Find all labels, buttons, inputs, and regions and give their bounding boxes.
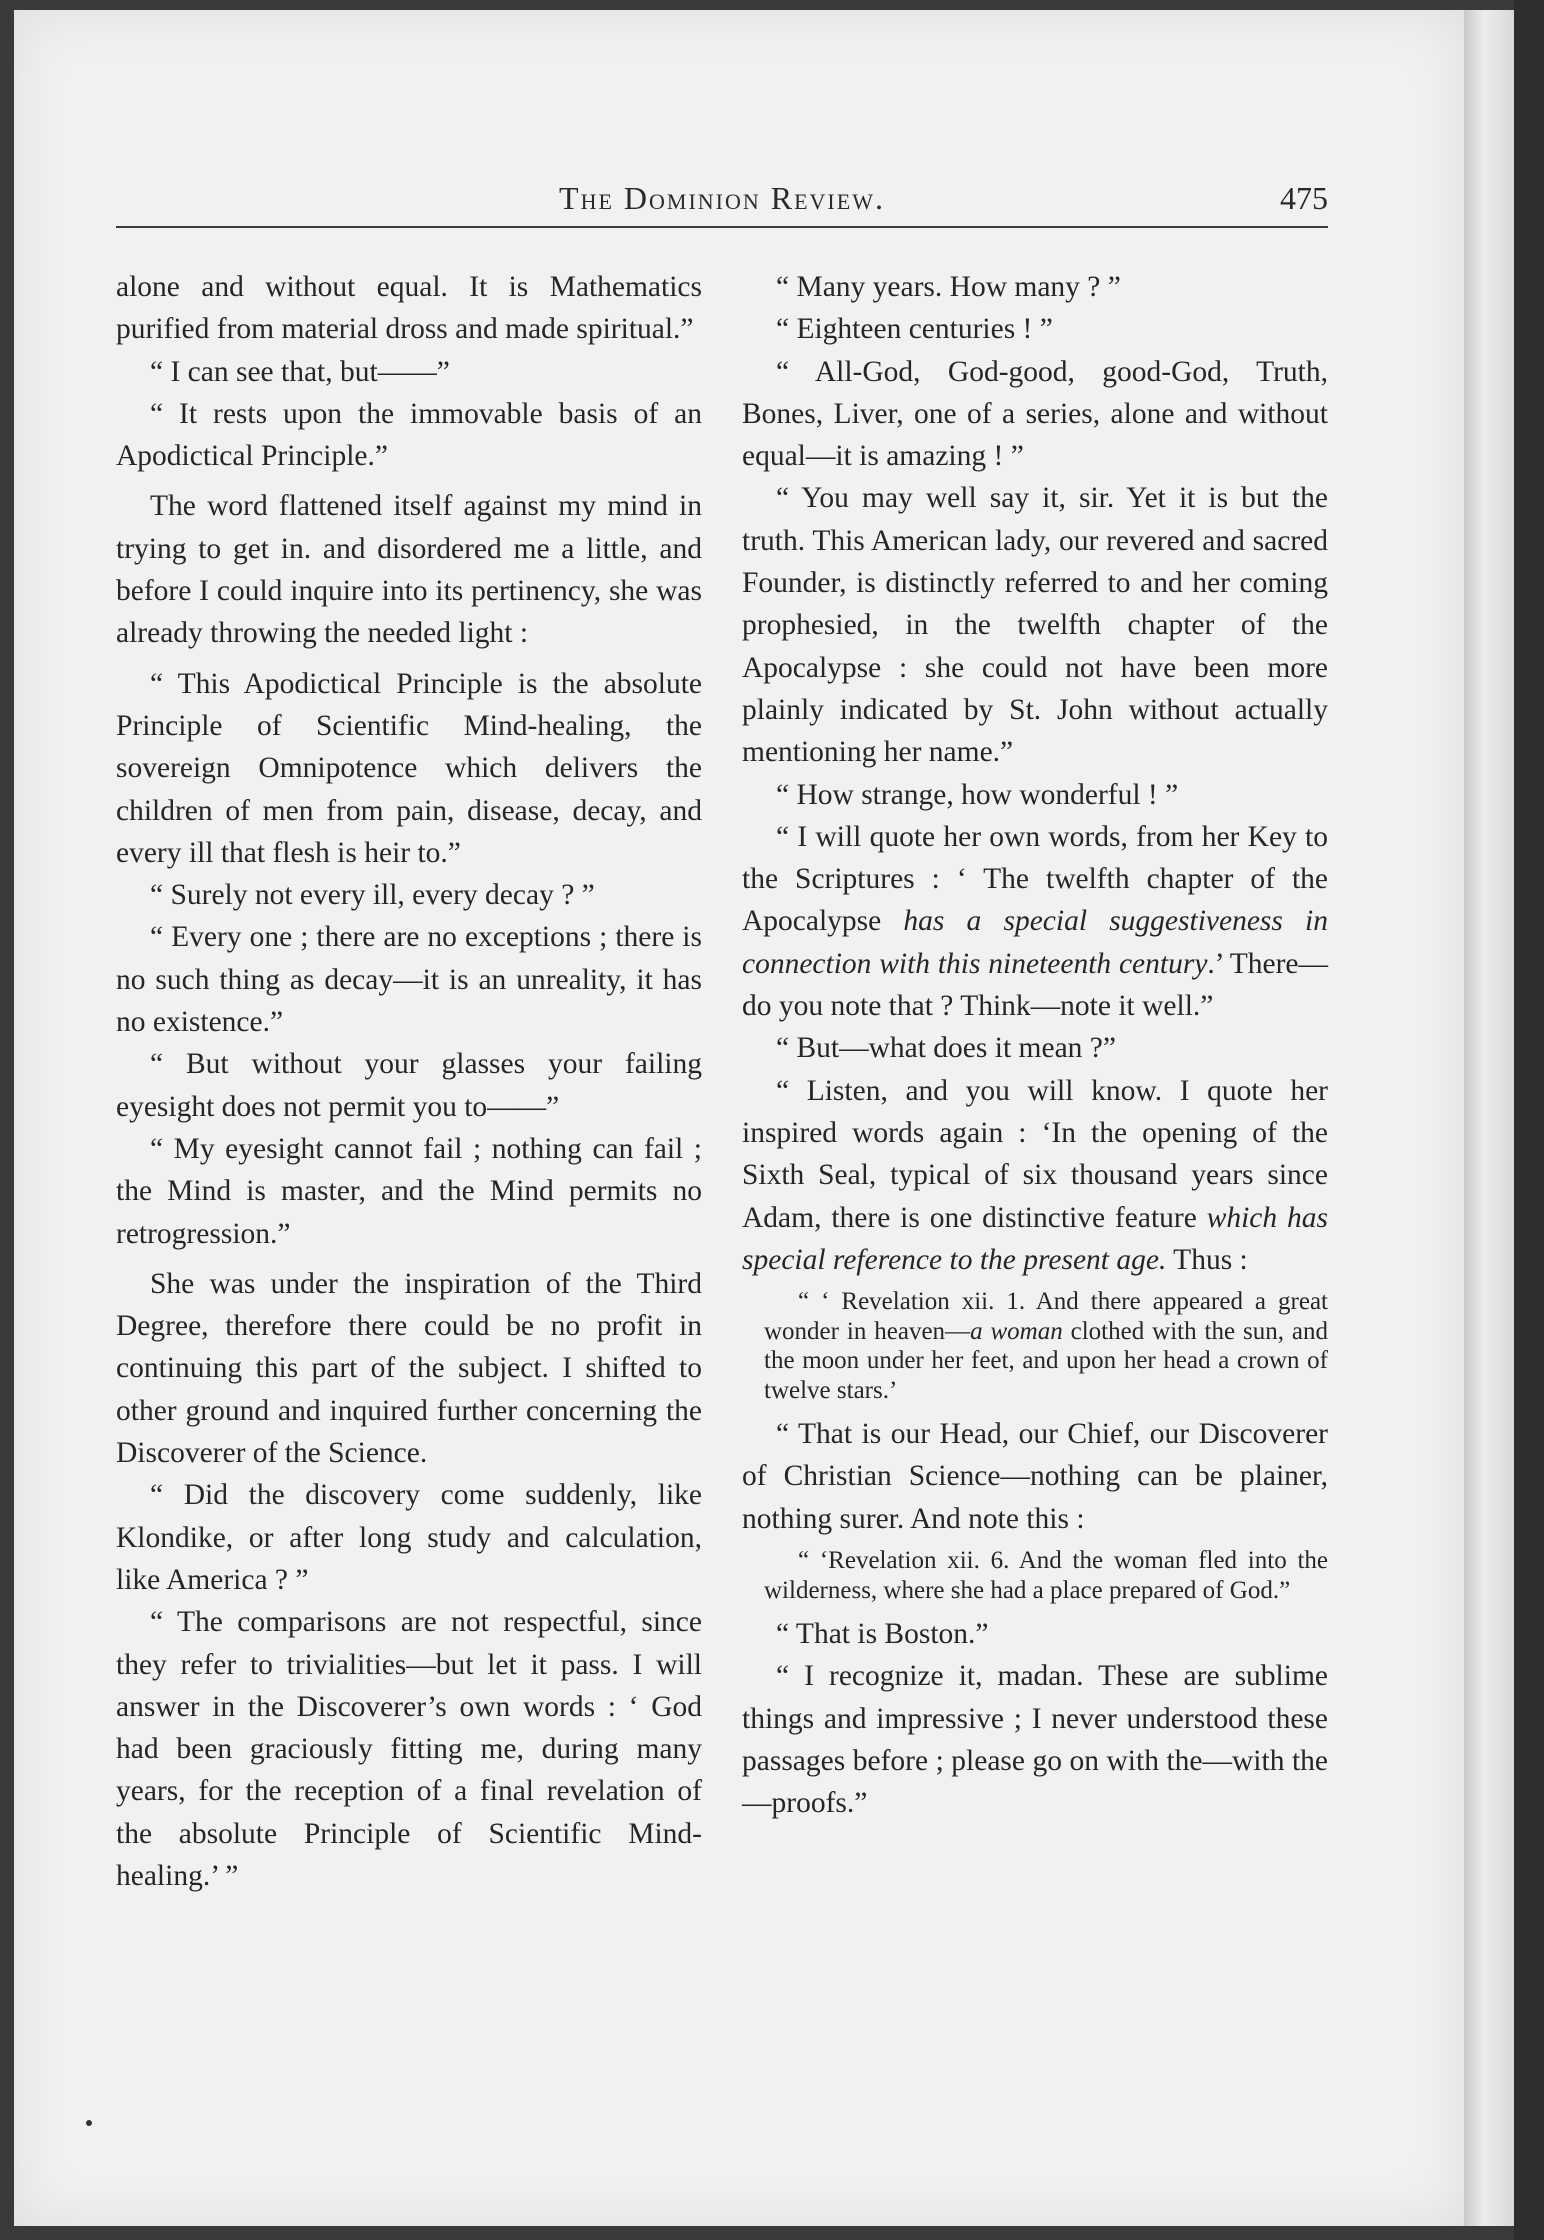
paragraph — [742, 1070, 1328, 1281]
page-number: 475 — [1280, 180, 1328, 216]
italic-run: has a special suggestiveness in connection with this nineteenth century — [742, 905, 1328, 980]
paragraph: “ My eyesight cannot fail ; nothing can fail ; the Mind is master, and the Mind permits no retrogression.” — [116, 1132, 702, 1250]
paragraph: “ But—what does it mean ?” — [776, 1032, 1116, 1065]
paragraph: “ All-God, God-good, good-God, Truth, Bones, Liver, one of a series, alone and without equal—it is amazing ! ” — [742, 355, 1328, 473]
left-column — [116, 266, 702, 1897]
paragraph: “ Eighteen centuries ! ” — [776, 313, 1053, 346]
running-header — [116, 176, 1328, 224]
header-rule — [116, 226, 1328, 228]
ink-speck — [86, 2120, 92, 2126]
text-run: “ ‘ Revelation xii. 1. And there appeared a great wonder in heaven— — [764, 1288, 1328, 1345]
text-run: .’ There—do you note that ? Think—note it well.” — [742, 947, 1328, 1023]
paragraph: “ The comparisons are not respectful, since they refer to trivialities—but let it pass. I will answer in the Discoverer’s own words : ‘ God had been graciously fitting me, during many years, for the reception of a final revelation of the absolute Principle of Scientific Mind-healing.’ ” — [116, 1606, 702, 1892]
paragraph: “ That is Boston.” — [776, 1618, 989, 1651]
block-quote — [742, 1287, 1328, 1405]
paragraph: “ Every one ; there are no exceptions ; there is no such thing as decay—it is an unreality, it has no existence.” — [116, 921, 702, 1039]
paragraph: alone and without equal. It is Mathematics purified from material dross and made spiritual.” — [116, 271, 702, 346]
page-edge-shadow — [1464, 10, 1514, 2226]
text-run: “ I will quote her own words, from her Key to the Scriptures : ‘ The twelfth chapter of the Apocalypse — [742, 820, 1328, 938]
paragraph: “ But without your glasses your failing eyesight does not permit you to——” — [116, 1048, 702, 1123]
running-title: The Dominion Review. — [559, 180, 885, 216]
block-quote: “ ‘Revelation xii. 6. And the woman fled into the wilderness, where she had a place prepared of God.” — [764, 1547, 1328, 1604]
paragraph: “ Many years. How many ? ” — [776, 271, 1121, 303]
paragraph: She was under the inspiration of the Third Degree, therefore there could be no profit in continuing this part of the subject. I shifted to other ground and inquired further concerning the Discoverer of the Science. — [116, 1267, 702, 1470]
italic-run: a woman — [970, 1317, 1063, 1345]
italic-run: which has special reference to the present age. — [742, 1201, 1329, 1276]
paragraph: “ How strange, how wonderful ! ” — [776, 778, 1179, 811]
paragraph: “ Did the discovery come suddenly, like Klondike, or after long study and calculation, like America ? ” — [116, 1479, 702, 1596]
paragraph — [742, 816, 1328, 1027]
paragraph: “ Surely not every ill, every decay ? ” — [150, 879, 595, 912]
text-run: Thus : — [1166, 1243, 1248, 1276]
text-run: “ Listen, and you will know. I quote her inspired words again : ‘In the opening of the Sixth Seal, typical of six thousand years since Adam, there is one distinctive feature — [742, 1074, 1328, 1234]
paragraph: “ This Apodictical Principle is the absolute Principle of Scientific Mind-healing, the sovereign Omnipotence which delivers the children of men from pain, disease, decay, and every ill that flesh is heir to.” — [116, 667, 702, 869]
paragraph: “ I can see that, but——” — [150, 355, 450, 388]
paragraph: “ I recognize it, madan. These are sublime things and impressive ; I never understood these passages before ; please go on with the—with the—proofs.” — [742, 1660, 1328, 1820]
text-run: clothed with the sun, and the moon under her feet, and upon her head a crown of twelve stars.’ — [764, 1317, 1328, 1404]
paragraph: “ That is our Head, our Chief, our Discoverer of Christian Science—nothing can be plainer, nothing surer. And note this : — [742, 1418, 1328, 1535]
paragraph: “ You may well say it, sir. Yet it is but the truth. This American lady, our revered and sacred Founder, is distinctly referred to and her coming prophesied, in the twelfth chapter of the Apocalypse : she could not have been more plainly indicated by St. John without actually mentioning her name.” — [742, 482, 1328, 769]
paragraph: The word flattened itself against my mind in trying to get in. and disordered me a little, and before I could inquire into its pertinency, she was already throwing the needed light : — [116, 490, 702, 650]
right-column — [742, 266, 1328, 1825]
paragraph: “ It rests upon the immovable basis of an Apodictical Principle.” — [116, 397, 702, 473]
scan-border — [1514, 0, 1544, 2240]
